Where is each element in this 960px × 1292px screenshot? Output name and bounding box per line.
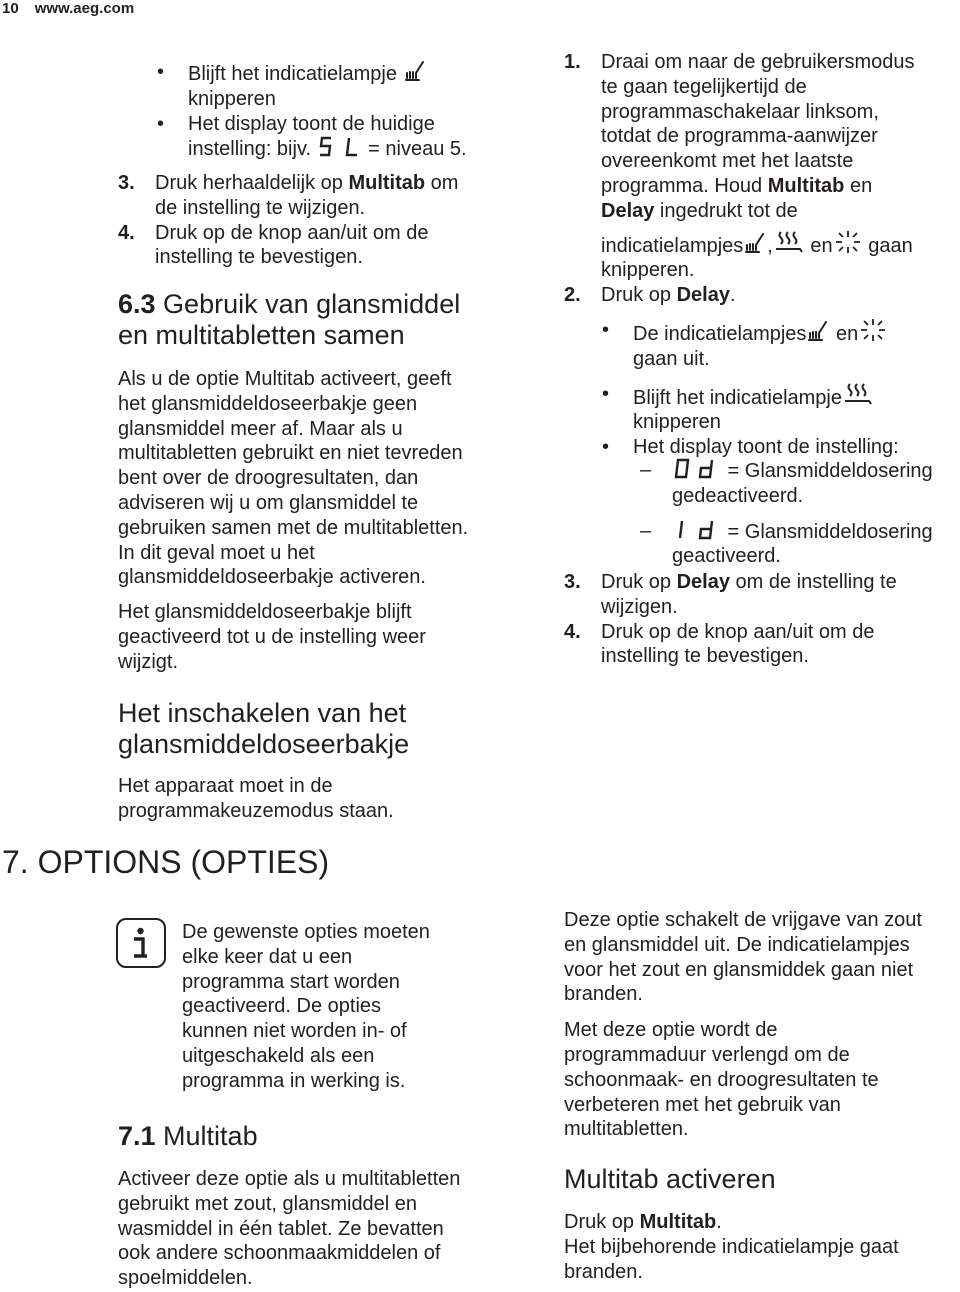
section-7-1-title: 7.1 Multitab: [118, 1121, 258, 1151]
paragraph: Als u de optie Multitab activeert, geeft het glansmiddeldoseerbakje geen glansmiddel meer af. Maar als u multitabletten gebruikt en niet tevreden bent over de droogresultaten, dan adviseren wij u om glansmiddel te gebruiken samen met de multitabletten. In dit geval moet u het glansmiddeldoseerbakje activeren.: [118, 368, 469, 589]
rinse-aid-indicator-icon: [405, 60, 425, 82]
right-dashes: [640, 458, 960, 569]
salt-indicator-icon: [860, 318, 886, 342]
display-sl-symbol: [319, 136, 361, 158]
list-item: 4. Druk op de knop aan/uit om de instelling te bevestigen.: [118, 221, 429, 269]
section-enable-body: Het apparaat moet in de programmakeuzemodus staan.: [118, 775, 394, 822]
right-steps: [564, 50, 959, 308]
paragraph: Het glansmiddeldoseerbakje blijft geactiveerd tot u de instelling weer wijzigt.: [118, 601, 426, 673]
list-item: • Blijft het indicatielampje knipperen: [633, 382, 959, 436]
paragraph: Met deze optie wordt de programmaduur verlengd om de schoonmaak- en droogresultaten te verbeteren met het gebruik van multitabletten.: [564, 1019, 879, 1141]
rinse-aid-indicator-icon: [808, 320, 828, 342]
list-item: 4. Druk op de knop aan/uit om de instelling te bevestigen.: [564, 620, 875, 668]
right-steps-2: [564, 570, 959, 669]
list-item: 1. Draai om naar de gebruikersmodus te gaan tegelijkertijd de programmaschakelaar linksom, totdat de programma-aanwijzer overeenkomt met het laatste programma. Houd Multitab en Delay ingedrukt tot de indicatielampjes , en gaan knipperen.: [564, 51, 915, 282]
display-1d-symbol: [674, 519, 720, 541]
right-bullets: [602, 318, 959, 460]
section-7-1-body: Activeer deze optie als u multitabletten gebruikt met zout, glansmiddel en wasmiddel in één tablet. Ze bevatten ook andere schoonmaakmiddelen of spoelmiddelen.: [118, 1168, 461, 1290]
section-6-3-body: [118, 367, 528, 675]
list-item: • De indicatielampjes en gaan uit.: [633, 318, 959, 372]
rinse-aid-indicator-icon: [745, 232, 765, 254]
salt-indicator-icon: [835, 230, 861, 254]
list-item: – = Glansmiddeldosering gedeactiveerd.: [640, 459, 933, 507]
page-number: 10: [2, 0, 19, 17]
display-0d-symbol: [674, 458, 720, 480]
list-item: • Blijft het indicatielampje knipperen: [188, 60, 518, 112]
info-icon: [116, 918, 166, 968]
list-item: – = Glansmiddeldosering geactiveerd.: [640, 519, 933, 568]
section-enable-title: Het inschakelen van het glansmiddeldoseerbakje: [118, 698, 410, 759]
site-url: www.aeg.com: [34, 0, 135, 17]
section-7-title: 7. OPTIONS (OPTIES): [2, 844, 330, 880]
left-steps: [118, 171, 515, 270]
list-item: 3. Druk herhaaldelijk op Multitab om de instelling te wijzigen.: [118, 172, 459, 219]
right-bottom-body: [564, 908, 960, 1142]
list-item: 3. Druk op Delay om de instelling te wijzigen.: [564, 571, 897, 618]
info-note: De gewenste opties moeten elke keer dat u een programma start worden geactiveerd. De opties kunnen niet worden in- of uitgeschakeld als een programma in werking is.: [182, 921, 430, 1092]
paragraph: Deze optie schakelt de vrijgave van zout en glansmiddel uit. De indicatielampjes voor het zout en glansmiddek gaan niet branden.: [564, 909, 922, 1006]
list-item: • Het display toont de instelling:: [602, 436, 899, 459]
page-header: [2, 0, 134, 17]
multitab-activate-body: Druk op Multitab. Het bijbehorende indicatielampje gaat branden.: [564, 1211, 899, 1283]
left-bullets: [157, 60, 518, 162]
drying-indicator-icon: [775, 230, 803, 254]
drying-indicator-icon: [844, 382, 872, 406]
multitab-activate-title: Multitab activeren: [564, 1164, 776, 1194]
list-item: 2. Druk op Delay.: [564, 284, 736, 307]
section-6-3-title: 6.3 Gebruik van glansmiddel en multitabletten samen: [118, 289, 461, 350]
list-item: • Het display toont de huidige instelling: bijv. = niveau 5.: [157, 112, 467, 161]
